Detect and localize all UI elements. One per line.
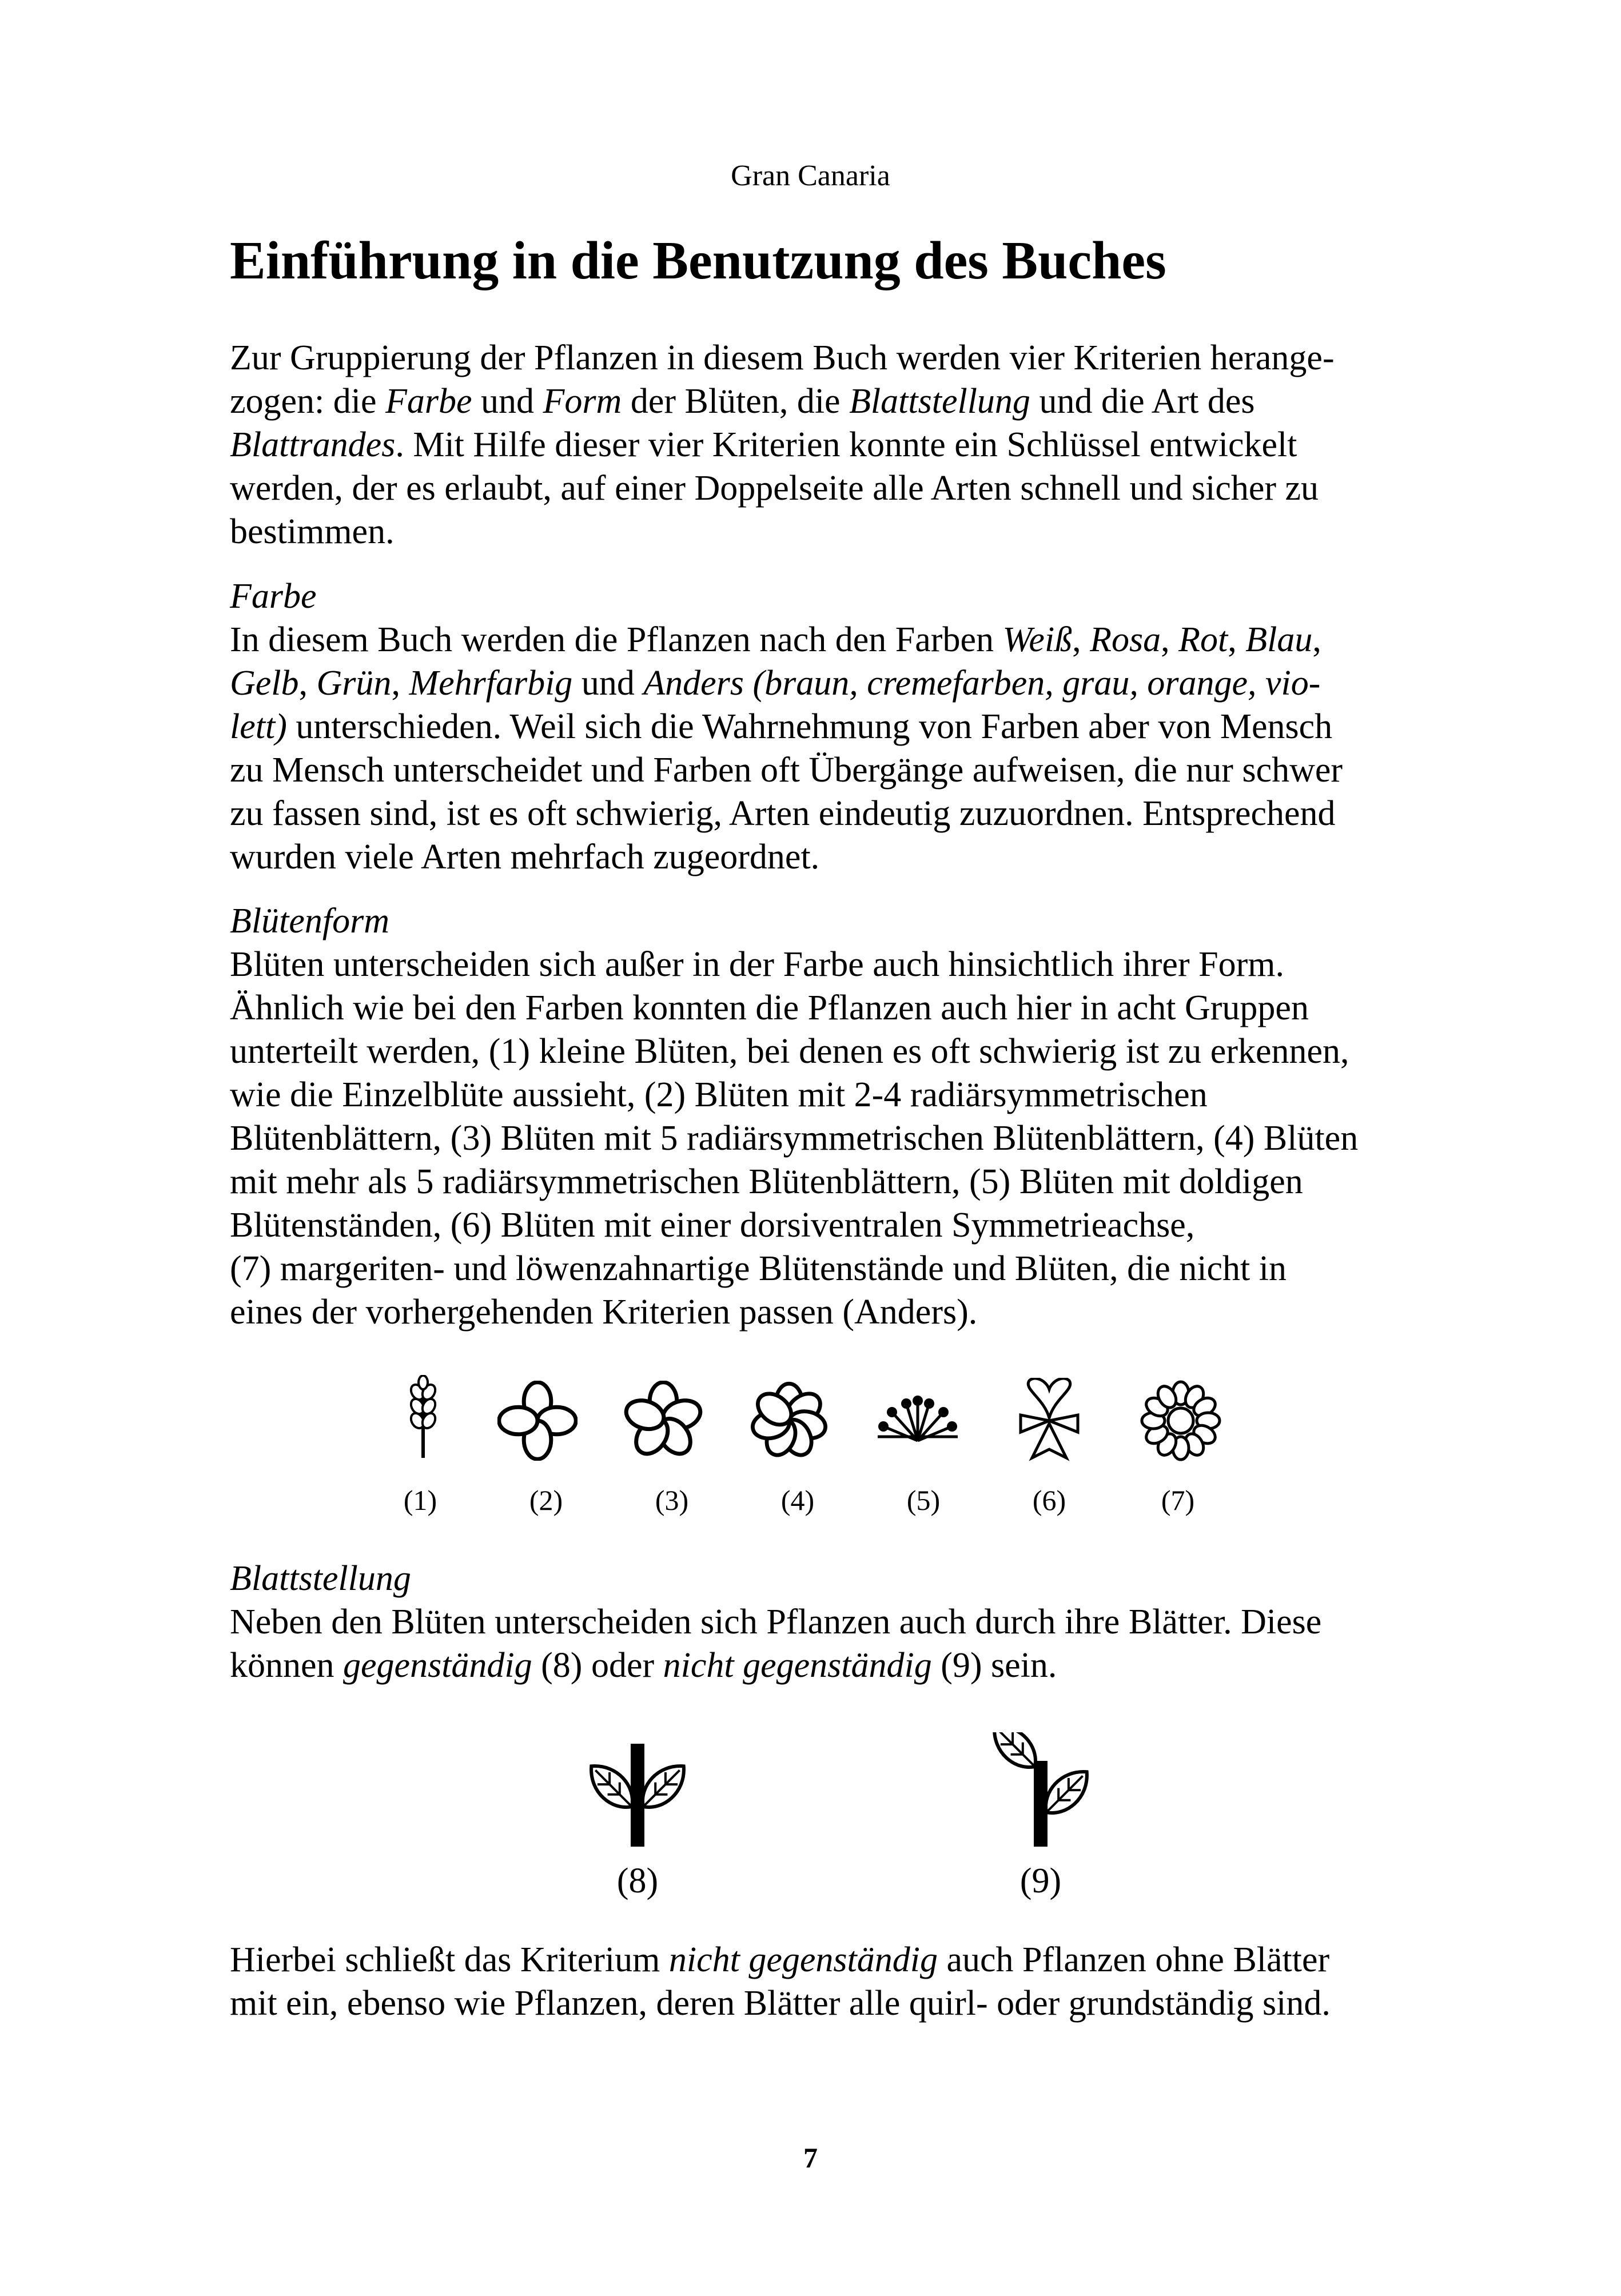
bluetenform-line: (7) margeriten- und löwenzahnartige Blütenstände und Blüten, die nicht in <box>230 1249 1287 1288</box>
bluetenform-section <box>230 899 1448 1334</box>
farbe-line: lett) unterschieden. Weil sich die Wahrnehmung von Farben aber von Mensch <box>230 707 1333 746</box>
leaf-label: (8) <box>616 1861 659 1900</box>
running-header: Gran Canaria <box>731 160 890 192</box>
flower-label: (6) <box>1032 1484 1066 1516</box>
closing-paragraph <box>230 1938 1448 2025</box>
section-label-bluetenform: Blütenform <box>230 902 389 940</box>
opposite-leaves-icon <box>580 1732 695 1847</box>
spike-flower-icon <box>403 1375 443 1461</box>
leaf-arrangement-legend <box>0 1721 1621 1904</box>
bluetenform-line: Blüten unterscheiden sich außer in der Farbe auch hinsichtlich ihrer Form. <box>230 945 1284 984</box>
bluetenform-line: wie die Einzelblüte aussieht, (2) Blüten mit 2-4 radiärsymmetrischen <box>230 1075 1208 1114</box>
daisy-flower-icon <box>1138 1378 1224 1464</box>
farbe-line: Gelb, Grün, Mehrfarbig und Anders (braun, cremefarben, grau, orange, vio- <box>230 664 1321 703</box>
bluetenform-line: Blütenblättern, (3) Blüten mit 5 radiärsymmetrischen Blütenblättern, (4) Blüten <box>230 1119 1359 1158</box>
intro-line: Zur Gruppierung der Pflanzen in diesem Buch werden vier Kriterien herange- <box>230 338 1335 377</box>
page-title: Einführung in die Benutzung des Buches <box>230 231 1166 290</box>
five-petal-flower-icon <box>623 1381 703 1461</box>
alternate-leaves-icon <box>983 1732 1098 1847</box>
flower-form-legend <box>0 1369 1621 1529</box>
blattstellung-line: können gegenständig (8) oder nicht gegenständig (9) sein. <box>230 1646 1057 1685</box>
intro-line: zogen: die Farbe und Form der Blüten, die Blattstellung und die Art des <box>230 382 1255 421</box>
farbe-section <box>230 575 1448 879</box>
closing-line: mit ein, ebenso wie Pflanzen, deren Blätter alle quirl- oder grundständig sind. <box>230 1984 1331 2023</box>
leaf-label: (9) <box>1019 1861 1062 1900</box>
farbe-line: In diesem Buch werden die Pflanzen nach den Farben Weiß, Rosa, Rot, Blau, <box>230 620 1321 659</box>
flower-label: (7) <box>1161 1484 1195 1516</box>
closing-line: Hierbei schließt das Kriterium nicht gegenständig auch Pflanzen ohne Blätter <box>230 1940 1330 1979</box>
many-petal-flower-icon <box>749 1381 829 1461</box>
zygomorphic-flower-icon <box>1012 1378 1086 1464</box>
bluetenform-line: unterteilt werden, (1) kleine Blüten, bei denen es oft schwierig ist zu erkennen, <box>230 1032 1349 1071</box>
section-label-blattstellung: Blattstellung <box>230 1559 411 1598</box>
page-number: 7 <box>803 2142 818 2174</box>
flower-label: (5) <box>906 1484 941 1516</box>
bluetenform-line: Ähnlich wie bei den Farben konnten die Pflanzen auch hier in acht Gruppen <box>230 988 1309 1027</box>
umbel-flower-icon <box>875 1386 961 1455</box>
four-petal-flower-icon <box>497 1381 577 1461</box>
intro-line: werden, der es erlaubt, auf einer Doppelseite alle Arten schnell und sicher zu <box>230 469 1319 508</box>
bluetenform-line: mit mehr als 5 radiärsymmetrischen Blütenblättern, (5) Blüten mit doldigen <box>230 1162 1303 1201</box>
farbe-line: zu fassen sind, ist es oft schwierig, Arten eindeutig zuzuordnen. Entsprechend <box>230 794 1336 833</box>
intro-line: Blattrandes. Mit Hilfe dieser vier Kriterien konnte ein Schlüssel entwickelt <box>230 425 1297 464</box>
blattstellung-section <box>230 1557 1448 1687</box>
blattstellung-line: Neben den Blüten unterscheiden sich Pflanzen auch durch ihre Blätter. Diese <box>230 1603 1322 1641</box>
flower-label: (3) <box>655 1484 689 1516</box>
section-label-farbe: Farbe <box>230 577 317 616</box>
intro-paragraph <box>230 336 1448 553</box>
bluetenform-line: eines der vorhergehenden Kriterien passen (Anders). <box>230 1293 978 1332</box>
intro-line: bestimmen. <box>230 512 395 551</box>
flower-label: (4) <box>780 1484 815 1516</box>
bluetenform-line: Blütenständen, (6) Blüten mit einer dorsiventralen Symmetrieachse, <box>230 1206 1195 1245</box>
flower-label: (1) <box>403 1484 437 1516</box>
flower-label: (2) <box>529 1484 563 1516</box>
farbe-line: wurden viele Arten mehrfach zugeordnet. <box>230 838 820 876</box>
farbe-line: zu Mensch unterscheidet und Farben oft Übergänge aufweisen, die nur schwer <box>230 751 1343 790</box>
